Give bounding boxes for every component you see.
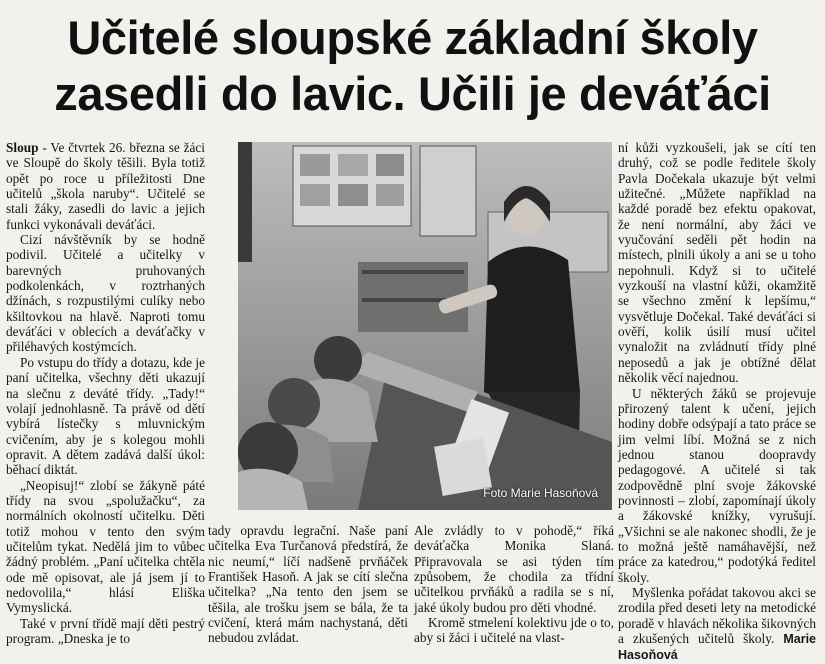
paragraph: ní kůži vyzkoušeli, jak se cítí ten druhý, což se podle ředitele školy Pavla Dočekala ukazuje být velmi užitečné. „Můžete například na každé poradě bez efektu opakovat, že není normální, aby žáci ve vyučování seděli pět hodin na místech, plnili úkoly a ani se u toho nepohnuli. Když si to učitelé vyzkouší na vlastní kůži, okamžitě se všechno změní k lepšímu,“ vysvětluje Dočekal. Také deváťáci si ověří, kolik úsilí musí učitel vynaložit na zvládnutí třídy plné neposedů a jak je obtížné dělat několik věcí najednou.	[618, 140, 816, 386]
classroom-photo-illustration	[238, 142, 612, 510]
paragraph: Cizí návštěvník by se hodně podivil. Učitelé a učitelky v barevných pruhovaných podkolenkách, v roztrhaných džínách, s rozpustilými culíky nebo kšiltovkou na hlavě. Naproti tomu deváťáci v oblecích a deváťačky v přiléhavých kostýmcích.	[6, 232, 205, 355]
headline-line-1: Učitelé sloupské základní školy	[67, 11, 758, 64]
paragraph: Kromě stmelení kolektivu jde o to, aby si žáci i učitelé na vlast-	[414, 615, 614, 646]
headline	[0, 0, 825, 124]
author-signature: Marie Hasoňová	[618, 632, 816, 663]
article-column-left	[6, 140, 205, 646]
paragraph: Sloup - Ve čtvrtek 26. března se žáci ve Sloupě do školy těšili. Byla totiž opět po roce u příležitosti Dne učitelů „škola naruby“. Učitelé se stali žáky, zasedli do lavic a jejich funkci vykonávali deváťáci.	[6, 140, 205, 232]
article-photo	[238, 142, 612, 510]
paragraph: „Neopisuj!“ zlobí se žákyně páté třídy na svou „spolužačku“, za normálních okolností učitelku. Děti totiž mohou v tento den svým učitelům tykat. Nedělá jim to vůbec žádný problém. „Paní učitelka chtěla ode mě opisovat, ale já jsem jí to nedovolila,“ hlásí Eliška Vymyslická.	[6, 477, 205, 616]
paragraph: tady opravdu legrační. Naše paní učitelka Eva Turčanová předstírá, že nic neumí,“ líčí nadšeně prvňáček František Hasoň. A jak se cítí slečna učitelka? „Na tento den jsem se těšila, ale trošku jsem se bála, že ta cvičení, která mám nachystaná, děti nebudou zvládat.	[208, 523, 408, 646]
paragraph: Po vstupu do třídy a dotazu, kde je paní učitelka, všechny děti ukazují na slečnu z deváté třídy. „Tady!“ volají jednohlasně. Ta právě od dětí vybírá lístečky s mluvnickým cvičením, aby je s kolegou mohli opravit. A dětem zadává další úkol: běhací diktát.	[6, 354, 205, 478]
paragraph: Také v první třídě mají děti pestrý program. „Dneska je to	[6, 615, 205, 646]
photo-credit: Foto Marie Hasoňová	[483, 486, 598, 500]
article-column-bottom-1	[208, 523, 408, 646]
article-column-right	[618, 140, 816, 664]
article-column-bottom-2	[414, 523, 614, 646]
paragraph: U některých žáků se projevuje přirozený talent k učení, jejich hodiny dobře odsýpají a tato práce se jim velmi líbí. Možná se z nich jednou stanou doopravdy pedagogové. A učitelé si tak zodpovědně plní svoje žákovské povinnosti – zlobí, zapomínají úkoly a žákovské knížky, vyrušují. „Všichni se ale nakonec shodli, že je to možná ještě namáhavější, než práce za katedrou,“ podotýká ředitel školy.	[618, 385, 816, 585]
dateline-place: Sloup	[6, 140, 39, 155]
paragraph: Ale zvládly to v pohodě,“ říká deváťačka Monika Slaná. Připravovala se asi týden tím způsobem, že chodila za třídní učitelkou prvňáků a radila se s ní, jaké úkoly budou pro děti vhodné.	[414, 523, 614, 615]
paragraph: Myšlenka pořádat takovou akci se zrodila před deseti lety na metodické poradě v hlavách několika šikovných a zkušených učitelů školy. Marie Hasoňová	[618, 584, 816, 663]
headline-line-2: zasedli do lavic. Učili je deváťáci	[54, 67, 771, 120]
